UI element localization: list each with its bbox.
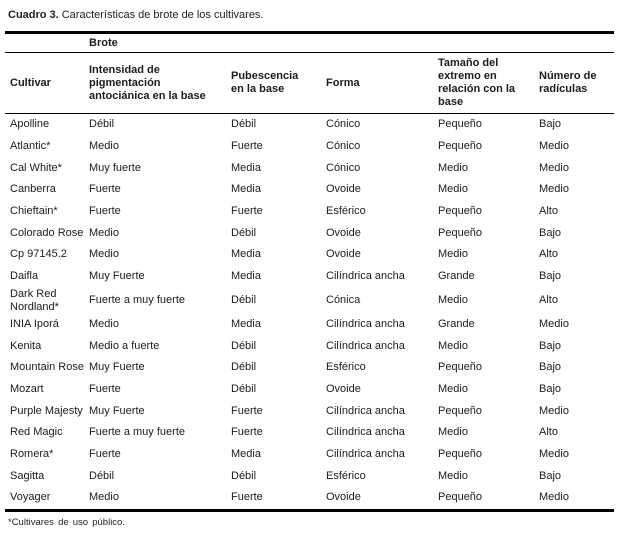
characteristic-value-cell: Medio a fuerte [89, 339, 160, 352]
characteristic-value-cell: Fuerte [231, 205, 263, 218]
table-row [5, 201, 614, 223]
characteristic-value-cell: Cilíndrica ancha [326, 317, 405, 330]
table-row [5, 222, 614, 244]
characteristic-value-cell: Medio [89, 317, 119, 330]
characteristic-value-cell: Medio [89, 140, 119, 153]
characteristic-value-cell: Ovoide [326, 491, 361, 504]
characteristic-value-cell: Fuerte [231, 426, 263, 439]
cultivar-characteristics-table [5, 31, 614, 512]
characteristic-value-cell: Bajo [539, 382, 562, 395]
column-header-numero-radiculas: Número de radículas [539, 53, 614, 114]
cultivar-name-cell: Apolline [10, 118, 50, 131]
characteristic-value-cell: Esférico [326, 469, 366, 482]
characteristic-value-cell: Alto [539, 426, 558, 439]
characteristic-value-cell: Medio [438, 469, 468, 482]
characteristic-value-cell: Medio [438, 294, 468, 306]
cultivar-name-cell: Mountain Rose [10, 361, 84, 374]
characteristic-value-cell: Débil [231, 294, 257, 306]
characteristic-value-cell: Medio [539, 140, 569, 153]
characteristic-value-cell: Cónica [326, 294, 361, 306]
characteristic-value-cell: Bajo [539, 469, 562, 482]
characteristic-value-cell: Fuerte a muy fuerte [89, 294, 185, 306]
cultivar-name-cell: Mozart [10, 382, 44, 395]
characteristic-value-cell: Débil [231, 226, 257, 239]
characteristic-value-cell: Fuerte a muy fuerte [89, 426, 185, 439]
characteristic-value-cell: Muy Fuerte [89, 270, 145, 283]
cultivar-name-cell: Colorado Rose [10, 226, 84, 239]
table-title [0, 0, 619, 31]
cultivar-name-cell: Dark Red Nordland* [10, 287, 59, 313]
characteristic-value-cell: Muy Fuerte [89, 361, 145, 374]
table-row [5, 357, 614, 379]
column-header-cultivar: Cultivar [5, 53, 89, 114]
characteristic-value-cell: Ovoide [326, 226, 361, 239]
characteristic-value-cell: Pequeño [438, 447, 483, 460]
cultivar-name-cell: Cp 97145.2 [10, 248, 67, 261]
characteristic-value-cell: Débil [231, 361, 257, 374]
table-row [5, 444, 614, 466]
characteristic-value-cell: Fuerte [231, 404, 263, 417]
characteristic-value-cell: Medio [539, 317, 569, 330]
characteristic-value-cell: Pequeño [438, 140, 483, 153]
characteristic-value-cell: Ovoide [326, 183, 361, 196]
table-row [5, 379, 614, 401]
table-row [5, 136, 614, 158]
characteristic-value-cell: Grande [438, 317, 475, 330]
cultivar-name-cell: INIA Iporá [10, 317, 59, 330]
cultivar-name-cell: Daifla [10, 270, 39, 283]
group-header-brote: Brote [89, 33, 614, 53]
characteristic-value-cell: Fuerte [89, 205, 121, 218]
group-header-spacer [5, 33, 89, 53]
characteristic-value-cell: Medio [438, 248, 468, 261]
cultivar-name-cell: Cal White* [10, 161, 62, 174]
characteristic-value-cell: Bajo [539, 226, 562, 239]
characteristic-value-cell: Débil [231, 469, 257, 482]
characteristic-value-cell: Medio [89, 491, 119, 504]
characteristic-value-cell: Pequeño [438, 491, 483, 504]
characteristic-value-cell: Esférico [326, 205, 366, 218]
characteristic-value-cell: Pequeño [438, 226, 483, 239]
table-row [5, 266, 614, 288]
cultivar-name-cell: Atlantic* [10, 140, 51, 153]
table-number-label: Cuadro 3. [8, 9, 59, 21]
characteristic-value-cell: Pequeño [438, 205, 483, 218]
characteristic-value-cell: Bajo [539, 339, 562, 352]
characteristic-value-cell: Débil [89, 118, 115, 131]
table-row [5, 114, 614, 136]
characteristic-value-cell: Alto [539, 294, 558, 306]
table-row [5, 487, 614, 510]
characteristic-value-cell: Pequeño [438, 361, 483, 374]
table-row [5, 288, 614, 314]
characteristic-value-cell: Fuerte [231, 491, 263, 504]
table-row [5, 335, 614, 357]
characteristic-value-cell: Medio [438, 161, 468, 174]
table-footnote: *Cultivares de uso público. [8, 516, 125, 528]
table-row [5, 157, 614, 179]
characteristic-value-cell: Medio [438, 339, 468, 352]
table-row [5, 465, 614, 487]
cultivar-name-cell: Chieftain* [10, 205, 58, 218]
characteristic-value-cell: Bajo [539, 118, 562, 131]
characteristic-value-cell: Cilíndrica ancha [326, 426, 405, 439]
characteristic-value-cell: Medio [539, 491, 569, 504]
table-body [5, 114, 614, 511]
characteristic-value-cell: Medio [438, 382, 468, 395]
table-row [5, 179, 614, 201]
characteristic-value-cell: Medio [89, 248, 119, 261]
cultivar-name-cell: Sagitta [10, 469, 45, 482]
characteristic-value-cell: Media [231, 270, 261, 283]
characteristic-value-cell: Pequeño [438, 118, 483, 131]
column-header-forma: Forma [326, 53, 438, 114]
characteristic-value-cell: Medio [89, 226, 119, 239]
characteristic-value-cell: Medio [539, 183, 569, 196]
characteristic-value-cell: Cilíndrica ancha [326, 339, 405, 352]
cultivar-name-cell: Canberra [10, 183, 56, 196]
characteristic-value-cell: Débil [231, 118, 257, 131]
characteristic-value-cell: Ovoide [326, 248, 361, 261]
characteristic-value-cell: Cilíndrica ancha [326, 447, 405, 460]
characteristic-value-cell: Fuerte [89, 447, 121, 460]
characteristic-value-cell: Ovoide [326, 382, 361, 395]
characteristic-value-cell: Medio [539, 447, 569, 460]
characteristic-value-cell: Grande [438, 270, 475, 283]
cultivar-name-cell: Purple Majesty [10, 404, 83, 417]
characteristic-value-cell: Débil [231, 382, 257, 395]
characteristic-value-cell: Medio [539, 161, 569, 174]
group-header-row [5, 33, 614, 53]
column-header-tamano-extremo: Tamaño del extremo en relación con la base [438, 53, 539, 114]
characteristic-value-cell: Medio [438, 426, 468, 439]
characteristic-value-cell: Medio [539, 404, 569, 417]
table-row [5, 400, 614, 422]
cultivar-name-cell: Romera* [10, 447, 54, 460]
cultivar-name-cell: Red Magic [10, 426, 63, 439]
characteristic-value-cell: Media [231, 248, 261, 261]
column-header-intensidad-pigmentacion: Intensidad de pigmentación antociánica en la base [89, 53, 231, 114]
characteristic-value-cell: Bajo [539, 270, 562, 283]
cultivar-name-cell: Kenita [10, 339, 42, 352]
characteristic-value-cell: Cilíndrica ancha [326, 404, 405, 417]
characteristic-value-cell: Fuerte [89, 382, 121, 395]
characteristic-value-cell: Medio [438, 183, 468, 196]
characteristic-value-cell: Muy Fuerte [89, 404, 145, 417]
characteristic-value-cell: Cónico [326, 118, 361, 131]
column-header-row [5, 53, 614, 114]
characteristic-value-cell: Alto [539, 248, 558, 261]
characteristic-value-cell: Fuerte [231, 140, 263, 153]
characteristic-value-cell: Bajo [539, 361, 562, 374]
characteristic-value-cell: Esférico [326, 361, 366, 374]
characteristic-value-cell: Débil [231, 339, 257, 352]
table-row [5, 314, 614, 336]
table-title-text: Características de brote de los cultivares. [61, 9, 264, 21]
characteristic-value-cell: Fuerte [89, 183, 121, 196]
cultivar-name-cell: Voyager [10, 491, 51, 504]
characteristic-value-cell: Media [231, 317, 261, 330]
characteristic-value-cell: Cilíndrica ancha [326, 270, 405, 283]
characteristic-value-cell: Muy fuerte [89, 161, 141, 174]
characteristic-value-cell: Media [231, 447, 261, 460]
characteristic-value-cell: Alto [539, 205, 558, 218]
characteristic-value-cell: Débil [89, 469, 115, 482]
table-row [5, 422, 614, 444]
table-row [5, 244, 614, 266]
characteristic-value-cell: Media [231, 183, 261, 196]
column-header-pubescencia: Pubescencia en la base [231, 53, 326, 114]
characteristic-value-cell: Cónico [326, 140, 361, 153]
characteristic-value-cell: Pequeño [438, 404, 483, 417]
characteristic-value-cell: Cónico [326, 161, 361, 174]
table-head [5, 33, 614, 114]
characteristic-value-cell: Media [231, 161, 261, 174]
